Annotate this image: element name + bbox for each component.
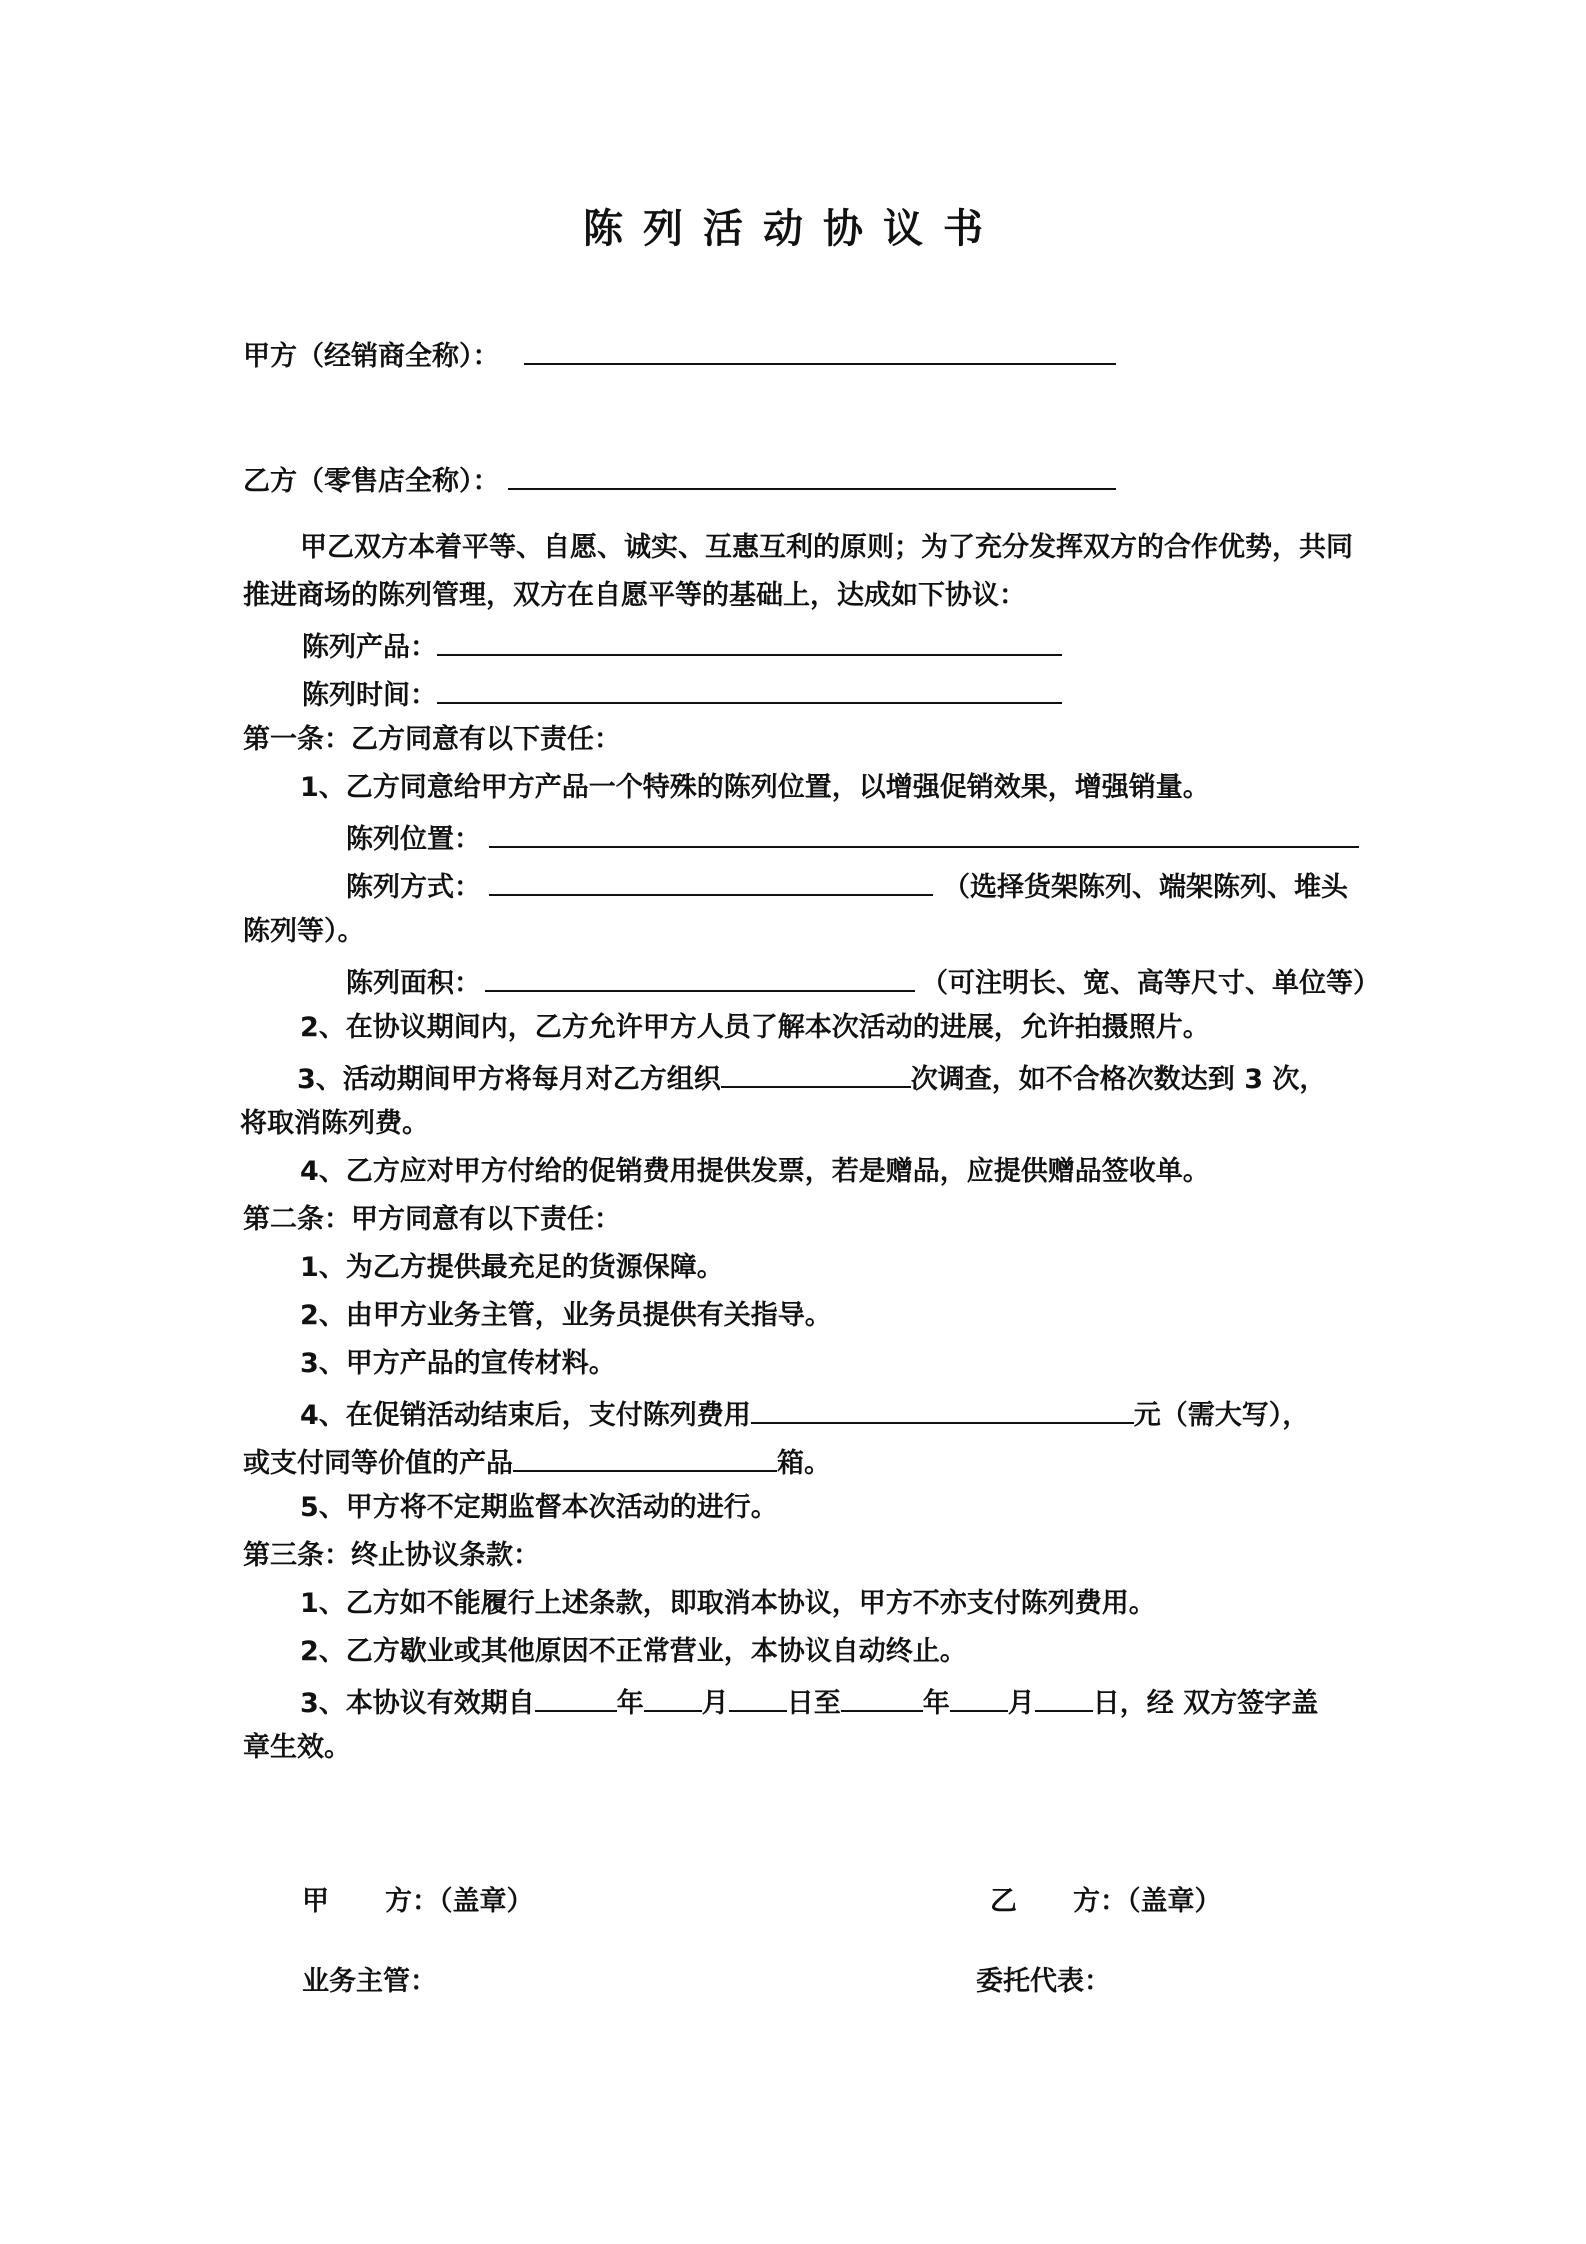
article-2-item-4-cont	[243, 1442, 831, 1482]
party-a-seal-label-1: 甲	[302, 1886, 329, 1917]
product-boxes-field[interactable]	[513, 1442, 777, 1472]
start-day-field[interactable]	[729, 1682, 787, 1712]
display-time-line	[302, 674, 1062, 714]
article-2-item-4-cont-text-b: 箱。	[777, 1448, 831, 1479]
display-time-field[interactable]	[437, 674, 1062, 704]
display-position-label: 陈列位置：	[346, 824, 481, 855]
intro-line-1: 甲乙双方本着平等、自愿、诚实、互惠互利的原则；为了充分发挥双方的合作优势，共同	[300, 532, 1353, 563]
party-a-seal-line	[302, 1884, 534, 1920]
article-1-item-3-cont: 将取消陈列费。	[240, 1108, 429, 1139]
article-2-item-2: 2、由甲方业务主管，业务员提供有关指导。	[300, 1300, 832, 1331]
article-2-item-5: 5、甲方将不定期监督本次活动的进行。	[300, 1492, 778, 1523]
article-1-item-3	[297, 1058, 1326, 1098]
end-month-field[interactable]	[950, 1682, 1008, 1712]
party-a-name-field[interactable]	[524, 335, 1116, 365]
end-year-label: 年	[922, 1688, 950, 1719]
article-2-item-4-cont-text-a: 或支付同等价值的产品	[243, 1448, 513, 1479]
display-area-line	[346, 962, 1380, 1002]
display-method-field[interactable]	[489, 866, 933, 896]
article-1-item-1: 1、乙方同意给甲方产品一个特殊的陈列位置，以增强促销效果，增强销量。	[300, 772, 1210, 803]
article-1-item-3-text-a: 3、活动期间甲方将每月对乙方组织	[297, 1064, 721, 1095]
article-3-item-3	[300, 1682, 1318, 1722]
display-product-label: 陈列产品：	[302, 632, 437, 663]
display-method-label: 陈列方式：	[346, 872, 481, 903]
end-day-field[interactable]	[1035, 1682, 1093, 1712]
intro-line-2: 推进商场的陈列管理，双方在自愿平等的基础上，达成如下协议：	[243, 580, 1026, 611]
authorized-representative-label: 委托代表：	[976, 1966, 1111, 1997]
start-month-field[interactable]	[644, 1682, 702, 1712]
end-month-label: 月	[1007, 1688, 1035, 1719]
article-2-item-3: 3、甲方产品的宣传材料。	[300, 1348, 616, 1379]
article-3-heading: 第三条：终止协议条款：	[243, 1540, 540, 1571]
start-year-label: 年	[616, 1688, 644, 1719]
display-position-line	[346, 818, 1359, 858]
party-b-name-field[interactable]	[508, 460, 1116, 490]
display-area-field[interactable]	[485, 962, 915, 992]
article-2-item-4-text-b: 元（需大写），	[1133, 1400, 1310, 1431]
validity-text-end: 日，经 双方签字盖	[1092, 1688, 1319, 1719]
validity-text-start: 3、本协议有效期自	[300, 1688, 535, 1719]
start-month-label: 月	[701, 1688, 729, 1719]
display-area-label: 陈列面积：	[346, 968, 481, 999]
survey-count-field[interactable]	[721, 1058, 911, 1088]
party-b-seal-line	[990, 1884, 1222, 1920]
party-b-line	[243, 460, 1116, 500]
party-b-seal-label-1: 乙	[990, 1886, 1017, 1917]
article-1-heading: 第一条：乙方同意有以下责任：	[243, 724, 621, 755]
party-a-label: 甲方（经销商全称）：	[243, 341, 500, 372]
article-3-item-1: 1、乙方如不能履行上述条款，即取消本协议，甲方不亦支付陈列费用。	[300, 1588, 1156, 1619]
display-method-note: （选择货架陈列、端架陈列、堆头	[943, 872, 1348, 903]
display-method-line	[346, 866, 1348, 906]
display-product-line	[302, 626, 1062, 666]
display-fee-field[interactable]	[751, 1394, 1134, 1424]
display-area-note: （可注明长、宽、高等尺寸、单位等）	[921, 968, 1380, 999]
party-a-line	[243, 335, 1116, 375]
document-title: 陈列活动协议书	[583, 206, 1003, 252]
article-2-item-4-text-a: 4、在促销活动结束后，支付陈列费用	[300, 1400, 751, 1431]
article-2-item-4	[300, 1394, 1309, 1434]
end-year-field[interactable]	[841, 1682, 923, 1712]
display-method-note-cont: 陈列等）。	[243, 916, 365, 947]
article-2-heading: 第二条：甲方同意有以下责任：	[243, 1204, 621, 1235]
article-3-item-2: 2、乙方歇业或其他原因不正常营业，本协议自动终止。	[300, 1636, 967, 1667]
start-day-label: 日至	[786, 1688, 841, 1719]
business-supervisor-label: 业务主管：	[302, 1966, 437, 1997]
display-time-label: 陈列时间：	[302, 680, 437, 711]
article-2-item-1: 1、为乙方提供最充足的货源保障。	[300, 1252, 724, 1283]
article-1-item-2: 2、在协议期间内，乙方允许甲方人员了解本次活动的进展，允许拍摄照片。	[300, 1012, 1210, 1043]
display-position-field[interactable]	[489, 818, 1359, 848]
party-b-seal-label-2: 方：（盖章）	[1073, 1886, 1222, 1917]
party-a-seal-label-2: 方：（盖章）	[385, 1886, 534, 1917]
article-3-item-3-cont: 章生效。	[243, 1732, 351, 1763]
article-1-item-3-text-b: 次调查，如不合格次数达到 3 次，	[910, 1064, 1327, 1095]
display-product-field[interactable]	[437, 626, 1062, 656]
start-year-field[interactable]	[535, 1682, 617, 1712]
article-1-item-4: 4、乙方应对甲方付给的促销费用提供发票，若是赠品，应提供赠品签收单。	[300, 1156, 1210, 1187]
party-b-label: 乙方（零售店全称）：	[243, 466, 500, 497]
